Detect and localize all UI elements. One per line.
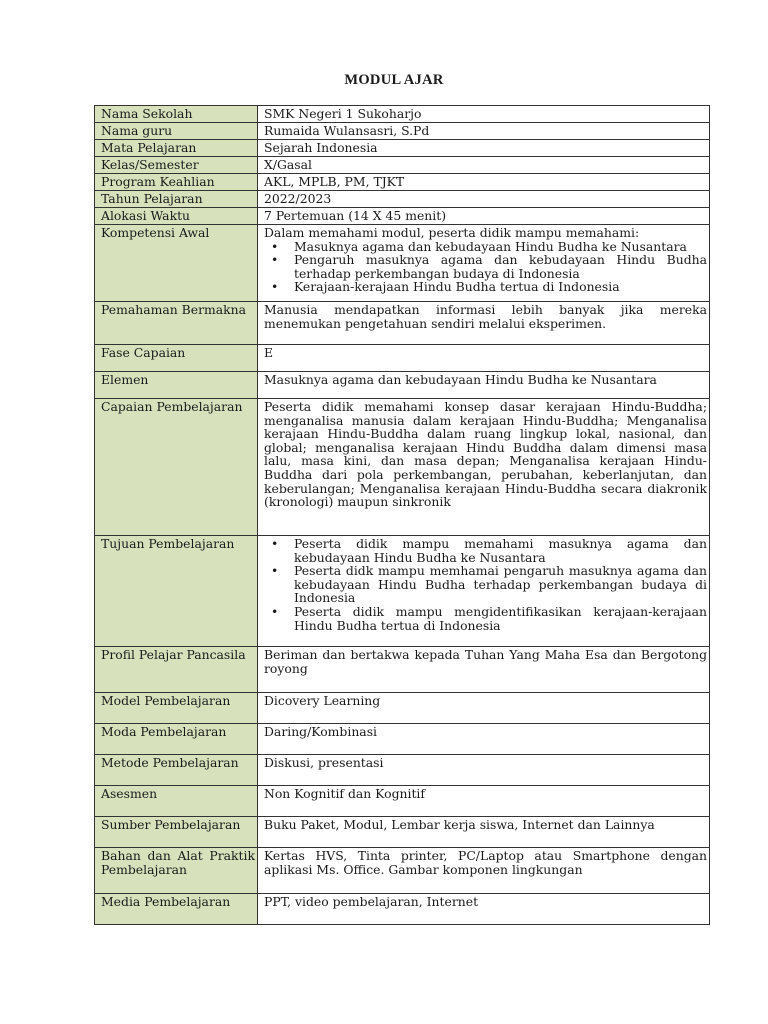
row-label: Fase Capaian <box>95 345 258 372</box>
table-row <box>95 123 710 140</box>
row-value: Peserta didik memahami konsep dasar kerajaan Hindu-Buddha; menganalisa manusia dalam kerajaan Hindu-Buddha; Menganalisa kerajaan Hindu-Buddha dalam ruang lingkup lokal, nasional, dan global; menganalisa kerajaan Hindu Buddha dalam dimensi masa lalu, masa kini, dan masa depan; Menganalisa kerajaan Hindu-Buddha dari pola perkembangan, perubahan, keberlanjutan, dan keberulangan; Menganalisa kerajaan Hindu-Buddha secara diakronik (kronologi) maupun sinkronik <box>258 399 710 536</box>
row-label: Program Keahlian <box>95 174 258 191</box>
list-item: • Peserta didik mampu memahami masuknya agama dan kebudayaan Hindu Budha ke Nusantara <box>294 537 707 564</box>
table-row <box>95 894 710 925</box>
row-value: Masuknya agama dan kebudayaan Hindu Budha ke Nusantara <box>258 372 710 399</box>
list-item: • Pengaruh masuknya agama dan kebudayaan Hindu Budha terhadap perkembangan budaya di Indonesia <box>294 253 707 280</box>
row-label: Tujuan Pembelajaran <box>95 536 258 647</box>
row-value <box>258 536 710 647</box>
row-value: Dicovery Learning <box>258 693 710 724</box>
table-row <box>95 174 710 191</box>
row-label: Asesmen <box>95 786 258 817</box>
row-label: Kelas/Semester <box>95 157 258 174</box>
table-row <box>95 345 710 372</box>
row-label: Elemen <box>95 372 258 399</box>
row-value: Beriman dan bertakwa kepada Tuhan Yang Maha Esa dan Bergotong royong <box>258 647 710 693</box>
table-row <box>95 399 710 536</box>
modul-ajar-table <box>94 105 710 925</box>
row-value: SMK Negeri 1 Sukoharjo <box>258 106 710 123</box>
table-row <box>95 302 710 345</box>
row-label: Nama Sekolah <box>95 106 258 123</box>
table-row <box>95 817 710 848</box>
row-value: 7 Pertemuan (14 X 45 menit) <box>258 208 710 225</box>
table-row <box>95 225 710 302</box>
row-label: Profil Pelajar Pancasila <box>95 647 258 693</box>
row-label: Model Pembelajaran <box>95 693 258 724</box>
row-value: Buku Paket, Modul, Lembar kerja siswa, Internet dan Lainnya <box>258 817 710 848</box>
table-row <box>95 191 710 208</box>
row-label: Pemahaman Bermakna <box>95 302 258 345</box>
table-row <box>95 208 710 225</box>
table-row <box>95 157 710 174</box>
table-row <box>95 724 710 755</box>
row-value: E <box>258 345 710 372</box>
kompetensi-list <box>264 240 707 294</box>
row-label: Kompetensi Awal <box>95 225 258 302</box>
tujuan-list <box>264 537 707 632</box>
row-value: Rumaida Wulansasri, S.Pd <box>258 123 710 140</box>
table-row <box>95 647 710 693</box>
table-row <box>95 140 710 157</box>
row-value: Diskusi, presentasi <box>258 755 710 786</box>
table-row <box>95 693 710 724</box>
list-item: • Kerajaan-kerajaan Hindu Budha tertua di Indonesia <box>294 280 707 294</box>
row-value <box>258 225 710 302</box>
table-row <box>95 106 710 123</box>
row-label: Mata Pelajaran <box>95 140 258 157</box>
row-value: Sejarah Indonesia <box>258 140 710 157</box>
table-row <box>95 848 710 894</box>
row-value: X/Gasal <box>258 157 710 174</box>
row-label: Capaian Pembelajaran <box>95 399 258 536</box>
row-value: 2022/2023 <box>258 191 710 208</box>
row-label: Nama guru <box>95 123 258 140</box>
row-label: Sumber Pembelajaran <box>95 817 258 848</box>
table-row <box>95 786 710 817</box>
row-label: Metode Pembelajaran <box>95 755 258 786</box>
kompetensi-intro: Dalam memahami modul, peserta didik mampu memahami: <box>264 225 640 240</box>
list-item: • Masuknya agama dan kebudayaan Hindu Budha ke Nusantara <box>294 240 707 254</box>
table-row <box>95 755 710 786</box>
row-label: Tahun Pelajaran <box>95 191 258 208</box>
row-value: Manusia mendapatkan informasi lebih banyak jika mereka menemukan pengetahuan sendiri melalui eksperimen. <box>258 302 710 345</box>
row-value: Non Kognitif dan Kognitif <box>258 786 710 817</box>
row-value: PPT, video pembelajaran, Internet <box>258 894 710 925</box>
row-label: Alokasi Waktu <box>95 208 258 225</box>
row-value: Daring/Kombinasi <box>258 724 710 755</box>
document-title: MODUL AJAR <box>344 72 444 88</box>
list-item: • Peserta didik mampu mengidentifikasikan kerajaan-kerajaan Hindu Budha tertua di Indonesia <box>294 605 707 632</box>
table-row <box>95 372 710 399</box>
row-label: Moda Pembelajaran <box>95 724 258 755</box>
table-row <box>95 536 710 647</box>
row-label: Bahan dan Alat Praktik Pembelajaran <box>95 848 258 894</box>
row-value: AKL, MPLB, PM, TJKT <box>258 174 710 191</box>
list-item: • Peserta didk mampu memhamai pengaruh masuknya agama dan kebudayaan Hindu Budha terhadap perkembangan budaya di Indonesia <box>294 564 707 605</box>
row-label: Media Pembelajaran <box>95 894 258 925</box>
row-value: Kertas HVS, Tinta printer, PC/Laptop atau Smartphone dengan aplikasi Ms. Office. Gambar komponen lingkungan <box>258 848 710 894</box>
